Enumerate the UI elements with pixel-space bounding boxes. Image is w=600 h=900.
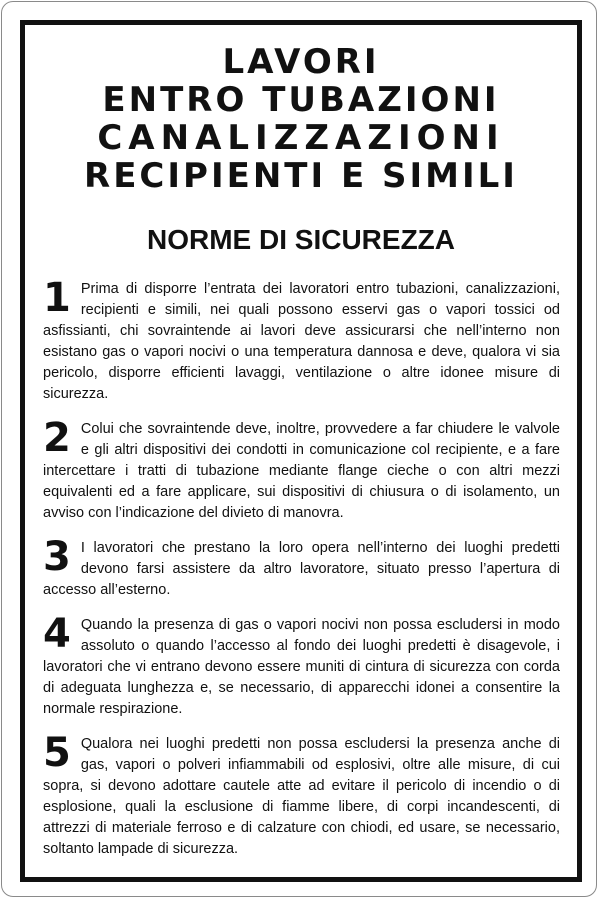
rule-item: [43, 611, 560, 720]
rule-item: [43, 275, 560, 405]
rule-item: [43, 415, 560, 524]
rule-item: [43, 730, 560, 860]
rule-text: I lavoratori che prestano la loro opera nell’interno dei luoghi predetti devono farsi assistere da altro lavoratore, situato presso l’apertura di accesso all’esterno.: [43, 540, 560, 598]
sign-title: [25, 43, 577, 195]
rule-item: [43, 534, 560, 601]
rule-text: Quando la presenza di gas o vapori nocivi non possa escludersi in modo assoluto o quando l’accesso al fondo dei luoghi predetti è disagevole, i lavoratori che vi entrano devono essere muniti di cintura di sicurezza con corda di adeguata lunghezza e, se necessario, di apparecchi idonei a consentire la normale respirazione.: [43, 617, 560, 717]
rule-number: 3: [43, 534, 71, 580]
title-line-4: RECIPIENTI E SIMILI: [84, 156, 518, 196]
rule-number: 5: [43, 730, 71, 776]
rule-text: Prima di disporre l’entrata dei lavoratori entro tubazioni, canalizzazioni, recipienti e simili, nei quali possono esservi gas o vapori tossici od asfissianti, chi sovraintende ai lavori deve assicurarsi che nell’interno non esistano gas o vapori nocivi o una temperatura dannosa e deve, qualora vi sia pericolo, disporre efficienti lavaggi, ventilazione o altre idonee misure di sicurezza.: [43, 281, 560, 402]
safety-sign: [1, 1, 597, 897]
rules-list: [43, 275, 560, 874]
sign-subtitle: NORME DI SICUREZZA: [147, 224, 455, 255]
rule-number: 4: [43, 611, 71, 657]
rule-text: Colui che sovraintende deve, inoltre, provvedere a far chiudere le valvole e gli altri dispositivi dei condotti in comunicazione col recipiente, e a fare intercettare i tratti di tubazione mediante flange cieche o con altri mezzi equivalenti ed a fare applicare, sui dispositivi di chiusura o di isolamento, un avviso con l’indicazione del divieto di manovra.: [43, 421, 560, 521]
rule-text: Qualora nei luoghi predetti non possa escludersi la presenza anche di gas, vapori o polveri infiammabili od esplosivi, oltre alle misure, di cui sopra, si devono adottare cautele atte ad evitare il pericolo di incendio o di esplosione, quali la esclusione di fiamme libere, di corpi incandescenti, di attrezzi di materiale ferroso e di calzature con chiodi, ed usare, se necessario, soltanto lampade di sicurezza.: [43, 736, 560, 857]
title-line-2: ENTRO TUBAZIONI: [102, 80, 500, 120]
title-line-3: CANALIZZAZIONI: [97, 118, 505, 158]
rule-number: 2: [43, 415, 71, 461]
sign-panel: [20, 20, 582, 882]
title-line-1: LAVORI: [222, 42, 380, 82]
rule-number: 1: [43, 275, 71, 321]
